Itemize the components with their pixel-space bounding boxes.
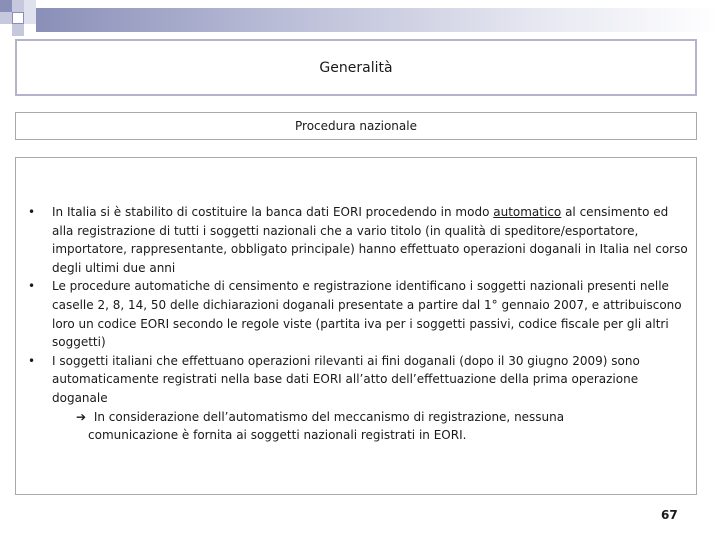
bullet-item	[28, 352, 688, 408]
decor-square	[12, 0, 24, 12]
arrow-note-continuation	[28, 426, 688, 445]
bullet-text: I soggetti italiani che effettuano operazioni rilevanti ai fini doganali (dopo il 30 giugno 2009) sono automaticamente registrati nella base dati EORI all’atto dell’effettuazione della prima operazione doganale	[52, 353, 640, 405]
decor-square	[24, 12, 36, 24]
right-arrow-icon: ➔	[76, 409, 87, 424]
bullet-text-part: In Italia si è stabilito di costituire la banca dati EORI procedendo in modo	[52, 205, 494, 219]
bullet-dot-icon: •	[28, 353, 36, 368]
bullet-text-part: al censimento ed alla registrazione di tutti i soggetti nazionali che a vario titolo (in qualità di speditore/esportatore, importatore, rappresentante, obbligato principale) hanno effettuato operazioni doganali in Italia nel corso degli ultimi due anni	[52, 205, 688, 275]
decor-square	[12, 24, 24, 36]
underlined-word: automatico	[493, 205, 562, 219]
page-number: 67	[661, 508, 678, 522]
slide-title-box	[15, 39, 697, 96]
arrow-note-text: In considerazione dell’automatismo del meccanismo di registrazione, nessuna	[93, 409, 565, 424]
decor-square	[12, 12, 24, 24]
slide-title: Generalità	[319, 59, 393, 76]
bullet-text	[52, 203, 688, 277]
content-body	[28, 203, 688, 445]
slide-subtitle: Procedura nazionale	[295, 119, 417, 133]
header-gradient-bar	[36, 8, 720, 32]
bullet-item	[28, 277, 688, 351]
bullet-dot-icon: •	[28, 279, 36, 294]
subtitle-box	[15, 112, 697, 140]
decor-square	[0, 12, 12, 24]
decor-square	[24, 24, 36, 36]
arrow-note-text: comunicazione è fornita ai soggetti nazionali registrati in EORI.	[88, 428, 467, 443]
arrow-note	[28, 408, 688, 427]
bullet-dot-icon: •	[28, 205, 36, 219]
bullet-text: Le procedure automatiche di censimento e registrazione identificano i soggetti nazionali presenti nelle caselle 2, 8, 14, 50 delle dichiarazioni doganali presentate a partire dal 1° gennaio 2007, e attribuiscono loro un codice EORI secondo le regole viste (partita iva per i soggetti passivi, codice fiscale per gli altri soggetti)	[52, 279, 682, 350]
decor-square	[24, 0, 36, 12]
bullet-item	[28, 203, 688, 277]
decor-square	[0, 0, 12, 12]
